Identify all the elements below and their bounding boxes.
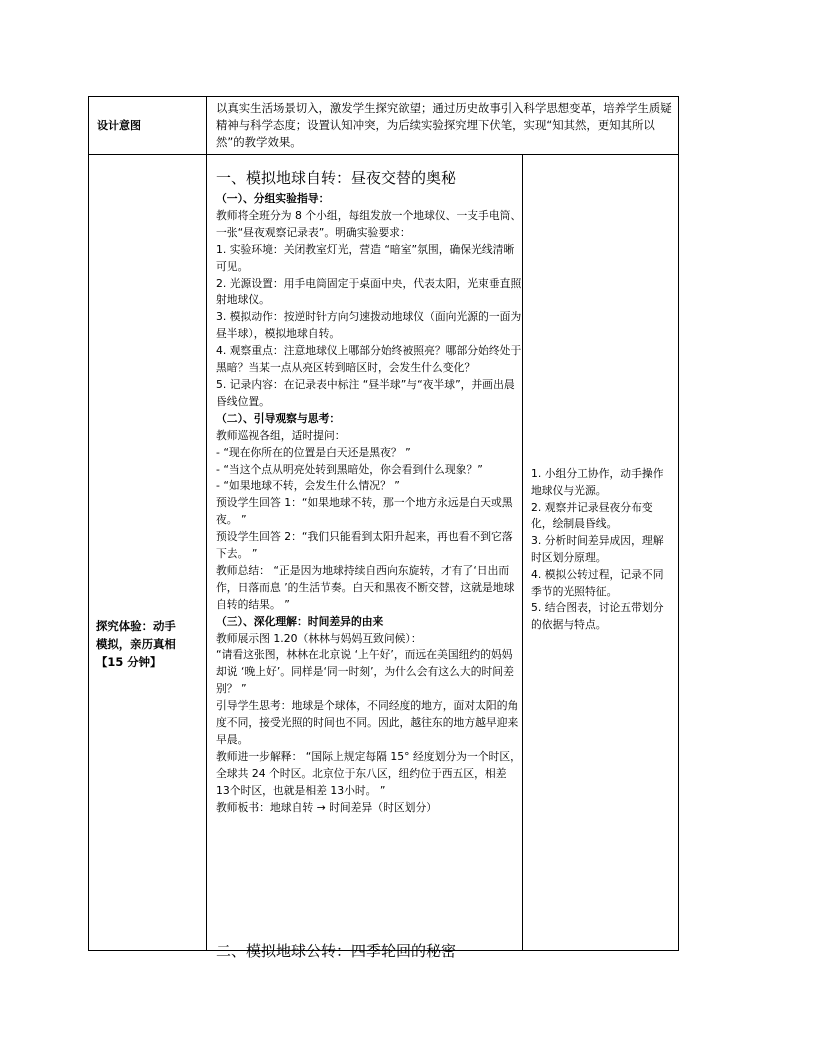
- question: - “当这个点从明亮处转到黑暗处，你会看到什么现象？”: [216, 462, 483, 476]
- subsection-title: （二）、引导观察与思考：: [216, 411, 341, 425]
- teacher-summary: 教师总结： “正是因为地球持续自西向东旋转，才有了‘日出而作，日落而息 ’的生活节奏。白天和黑夜不断交替，这就是地球自转的结果。 ”: [216, 563, 515, 611]
- column-divider: [522, 155, 523, 951]
- list-item: 2. 光源设置：用手电筒固定于桌面中央，代表太阳，光束垂直照射地球仪。: [216, 276, 522, 307]
- list-item: 3. 分析时间差异成因，理解时区划分原理。: [531, 534, 664, 564]
- student-answer: 预设学生回答 1：“如果地球不转，那一个地方永远是白天或黑夜。 ”: [216, 496, 513, 527]
- student-answer: 预设学生回答 2：“我们只能看到太阳升起来，再也看不到它落下去。 ”: [216, 530, 513, 561]
- list-item: 5. 结合图表，讨论五带划分的依据与特点。: [531, 601, 664, 632]
- list-item: 5. 记录内容：在记录表中标注 “昼半球”与“夜半球”，并画出晨昏线位置。: [216, 377, 515, 408]
- lesson-plan-table: [88, 96, 679, 960]
- teacher-activity: [216, 167, 522, 960]
- design-intent-row: [89, 97, 678, 155]
- question: - “现在你所在的位置是白天还是黑夜？ ”: [216, 445, 411, 459]
- paragraph: 教师巡视各组，适时提问：: [216, 428, 346, 442]
- design-intent-text: 以真实生活场景切入，激发学生探究欲望；通过历史故事引入科学思想变革，培养学生质疑精神与科学态度；设置认知冲突，为后续实验探究埋下伏笔，实现“知其然，更知其所以然”的教学效果。: [216, 101, 672, 149]
- explore-label-duration: 【15 分钟】: [96, 654, 162, 669]
- subsection-title: （三）、深化理解：时间差异的由来: [216, 614, 384, 628]
- list-item: 3. 模拟动作：按逆时针方向匀速拨动地球仪（面向光源的一面为昼半球），模拟地球自转。: [216, 310, 522, 341]
- explore-label-line: 探究体验：动手: [96, 619, 176, 633]
- explore-row: [89, 155, 678, 960]
- paragraph: 引导学生思考：地球是个球体，不同经度的地方，面对太阳的角度不同，接受光照的时间也不同。因此，越往东的地方越早迎来早晨。: [216, 699, 519, 746]
- design-intent-label: 设计意图: [97, 119, 141, 132]
- column-divider: [206, 155, 207, 951]
- subsection-title: （一）、分组实验指导：: [216, 192, 330, 205]
- section-title: 一、模拟地球自转：昼夜交替的奥秘: [216, 169, 457, 187]
- list-item: 4. 观察重点：注意地球仪上哪部分始终被照亮？哪部分始终处于黑暗？当某一点从亮区转到暗区时，会发生什么变化？: [216, 344, 522, 375]
- paragraph: 教师展示图 1.20（林林与妈妈互致问候）：: [216, 631, 422, 645]
- explore-label-line: 模拟，亲历真相: [96, 636, 176, 651]
- question: - “如果地球不转，会发生什么情况？ ”: [216, 479, 400, 493]
- paragraph: 教师进一步解释： “国际上规定每隔 15° 经度划分为一个时区，全球共 24 个时区。北京位于东八区，纽约位于西五区，相差 13个时区，也就是相差 13小时。 ”: [216, 749, 521, 797]
- list-item: 1. 实验环境：关闭教室灯光，营造 “暗室”氛围，确保光线清晰可见。: [216, 242, 515, 273]
- explore-label: [96, 618, 204, 671]
- column-divider: [206, 97, 207, 154]
- paragraph: “请看这张图，林林在北京说 ‘上午好’，而远在美国纽约的妈妈却说 ‘晚上好’。同样是‘同一时刻’，为什么会有这么大的时间差别？ ”: [216, 648, 514, 696]
- list-item: 4. 模拟公转过程，记录不同季节的光照特征。: [531, 567, 664, 598]
- student-activity: [531, 466, 673, 634]
- board-note: 教师板书：地球自转 → 时间差异（时区划分）: [216, 800, 438, 814]
- list-item: 2. 观察并记录昼夜分布变化，绘制晨昏线。: [531, 500, 653, 531]
- paragraph: 教师将全班分为 8 个小组，每组发放一个地球仪、一支手电筒、一张“昼夜观察记录表”。明确实验要求：: [216, 208, 522, 239]
- section-title: 二、模拟地球公转：四季轮回的秘密: [216, 942, 457, 960]
- list-item: 1. 小组分工协作，动手操作地球仪与光源。: [531, 467, 664, 497]
